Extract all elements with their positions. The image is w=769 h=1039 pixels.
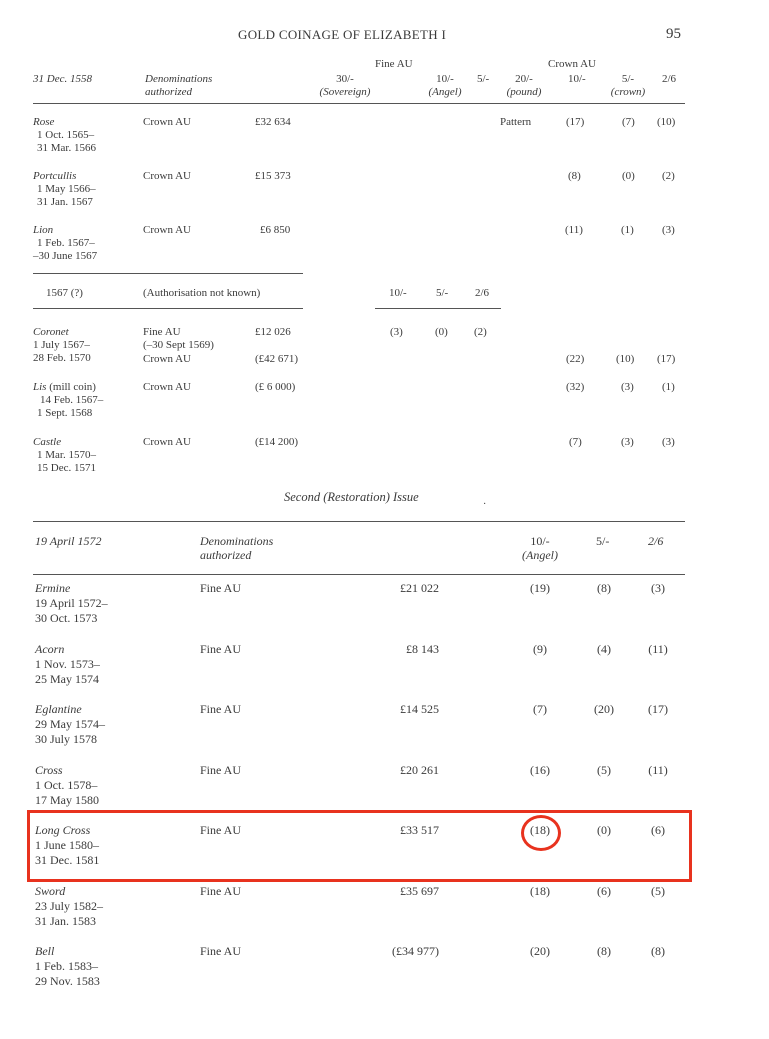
col-halfcrown: 2/6: [662, 73, 677, 85]
col-angel-value: 10/-: [436, 73, 454, 85]
mark-name: Eglantine: [35, 702, 82, 716]
period-label: 19 April 1572: [35, 534, 102, 548]
amount: £20 261: [400, 763, 439, 777]
section-rule: [33, 308, 303, 309]
angel-cell: (18): [530, 884, 550, 898]
section-heading: Second (Restoration) Issue: [284, 490, 419, 504]
mark-date-to: 31 Dec. 1581: [35, 853, 100, 867]
col-five-shillings: 5/-: [596, 534, 610, 548]
mark-date-to: 31 Mar. 1566: [37, 142, 96, 154]
mark-date-to: –30 June 1567: [33, 250, 98, 262]
col-crown-value: 5/-: [621, 73, 635, 85]
mark-date-to: 29 Nov. 1583: [35, 974, 100, 988]
col-pound-name: (pound): [506, 86, 542, 98]
amount: (£ 6 000): [255, 381, 296, 393]
mark-date-from: 14 Feb. 1567–: [40, 394, 104, 406]
crown5-cell: (10): [616, 353, 635, 365]
crown10-cell: (8): [568, 170, 581, 182]
col-halfcrown: 2/6: [648, 534, 664, 548]
mark-name: Long Cross: [35, 823, 91, 837]
halfcrown-cell: (11): [648, 763, 668, 777]
amount: £8 143: [406, 642, 439, 656]
authorization: Fine AU: [200, 944, 242, 958]
mark-name-italic: Lis: [33, 381, 47, 393]
crown10-cell: (17): [566, 116, 585, 128]
crown5-cell: (0): [622, 170, 635, 182]
mark-name: Bell: [35, 944, 55, 958]
angel-cell: (7): [533, 702, 547, 716]
authorization: Crown AU: [143, 353, 191, 365]
fine-halfcrown-cell: (2): [474, 326, 487, 338]
authorization: Fine AU: [200, 581, 242, 595]
denominations-label-line1: Denominations: [200, 534, 274, 548]
crown-cell: (4): [597, 642, 611, 656]
crown10-cell: (11): [565, 224, 583, 236]
fine-ten-cell: (3): [390, 326, 403, 338]
mark-name: Acorn: [35, 642, 65, 656]
col-sovereign-name: (Sovereign): [319, 86, 371, 98]
crown5-cell: (1): [621, 224, 634, 236]
amount: £12 026: [255, 326, 291, 338]
fine-five-cell: (0): [435, 326, 448, 338]
amount: (£42 671): [255, 353, 299, 365]
fine-col-five: 5/-: [436, 287, 449, 299]
mark-name: Ermine: [35, 581, 71, 595]
col-pound-value: 20/-: [515, 73, 533, 85]
mark-date-from: 1 Feb. 1567–: [37, 237, 95, 249]
denominations-label-line2: authorized: [200, 548, 252, 562]
mark-date-to: 31 Jan. 1583: [35, 914, 96, 928]
amount: (£34 977): [392, 944, 439, 958]
mark-name: [33, 380, 96, 394]
mark-date-to: 28 Feb. 1570: [33, 352, 91, 364]
mark-date-from: 1 May 1566–: [37, 183, 96, 195]
amount: £33 517: [400, 823, 439, 837]
crown-cell: (6): [597, 884, 611, 898]
mark-date-to: 17 May 1580: [35, 793, 99, 807]
authorization: Fine AU: [200, 823, 242, 837]
mark-date-from: 1 Mar. 1570–: [37, 449, 96, 461]
halfcrown-cell: (2): [662, 170, 675, 182]
header-rule: [33, 103, 685, 104]
amount: £35 697: [400, 884, 439, 898]
mark-name: 1567 (?): [46, 287, 83, 299]
angel-cell: (20): [530, 944, 550, 958]
crown5-cell: (7): [622, 116, 635, 128]
mark-date-from: 1 Oct. 1578–: [35, 778, 98, 792]
crown10-cell: (32): [566, 381, 585, 393]
mark-name: Castle: [33, 436, 62, 448]
col-angel-value: 10/-: [530, 534, 550, 548]
mark-name: Coronet: [33, 326, 69, 338]
mark-date-to: 15 Dec. 1571: [37, 462, 96, 474]
fine-col-halfcrown: 2/6: [475, 287, 490, 299]
section-rule: [33, 273, 303, 274]
halfcrown-cell: (8): [651, 944, 665, 958]
authorization-note: (–30 Sept 1569): [143, 339, 214, 351]
highlight-box: [27, 810, 692, 882]
mark-date-to: 31 Jan. 1567: [37, 196, 93, 208]
crown10-cell: (22): [566, 353, 585, 365]
denominations-label-line2: authorized: [145, 86, 193, 98]
mark-name: Portcullis: [33, 170, 77, 182]
authorization: Fine AU: [200, 702, 242, 716]
halfcrown-cell: (10): [657, 116, 676, 128]
halfcrown-cell: (3): [651, 581, 665, 595]
authorization: Crown AU: [143, 116, 191, 128]
mark-date-to: 30 July 1578: [35, 732, 98, 746]
col-crown-ten: 10/-: [568, 73, 586, 85]
mark-date-to: 30 Oct. 1573: [35, 611, 98, 625]
mark-name: Cross: [35, 763, 63, 777]
halfcrown-cell: (1): [662, 381, 675, 393]
mark-name: Lion: [33, 224, 54, 236]
halfcrown-cell: (6): [651, 823, 665, 837]
mark-date-from: 1 Oct. 1565–: [37, 129, 95, 141]
halfcrown-cell: (11): [648, 642, 668, 656]
crown5-cell: (3): [621, 381, 634, 393]
mark-date-from: 19 April 1572–: [35, 596, 108, 610]
authorization: Crown AU: [143, 170, 191, 182]
halfcrown-cell: (3): [662, 436, 675, 448]
mark-date-from: 1 Feb. 1583–: [35, 959, 98, 973]
col-crown-name: (crown): [610, 86, 646, 98]
highlight-circle: [521, 815, 561, 851]
angel-cell: (19): [530, 581, 550, 595]
authorization: Fine AU: [143, 326, 181, 338]
period-label: 31 Dec. 1558: [33, 73, 92, 85]
halfcrown-cell: (17): [648, 702, 668, 716]
stray-dot: ·: [483, 499, 487, 510]
halfcrown-cell: (3): [662, 224, 675, 236]
mark-date-from: 1 Nov. 1573–: [35, 657, 100, 671]
angel-cell: (18): [530, 823, 550, 837]
crown-cell: (5): [597, 763, 611, 777]
crown-cell: (8): [597, 581, 611, 595]
authorization: Crown AU: [143, 224, 191, 236]
crown-cell: (20): [594, 702, 614, 716]
amount: £14 525: [400, 702, 439, 716]
amount: £32 634: [255, 116, 291, 128]
section-rule: [33, 521, 685, 522]
crown-cell: (8): [597, 944, 611, 958]
crown-cell: (0): [597, 823, 611, 837]
col-angel-name: (Angel): [522, 548, 558, 562]
mark-date-from: 29 May 1574–: [35, 717, 105, 731]
authorization: (Authorisation not known): [143, 287, 261, 299]
fine-col-ten: 10/-: [389, 287, 407, 299]
amount: £15 373: [255, 170, 291, 182]
mark-date-from: 1 July 1567–: [33, 339, 90, 351]
denominations-label-line1: Denominations: [145, 73, 213, 85]
mark-date-from: 23 July 1582–: [35, 899, 104, 913]
mark-name: Sword: [35, 884, 66, 898]
pound-cell: Pattern: [500, 116, 532, 128]
mark-date-to: 25 May 1574: [35, 672, 99, 686]
amount: (£14 200): [255, 436, 299, 448]
authorization: Fine AU: [200, 642, 242, 656]
page-number: 95: [666, 26, 681, 42]
amount: £21 022: [400, 581, 439, 595]
angel-cell: (9): [533, 642, 547, 656]
crown-au-group-label: Crown AU: [548, 58, 596, 70]
amount: £6 850: [260, 224, 291, 236]
crown5-cell: (3): [621, 436, 634, 448]
fine-col-rule: [375, 308, 501, 309]
mark-name-suffix: (mill coin): [46, 381, 96, 393]
mark-date-from: 1 June 1580–: [35, 838, 99, 852]
authorization: Fine AU: [200, 884, 242, 898]
mark-date-to: 1 Sept. 1568: [37, 407, 93, 419]
halfcrown-cell: (5): [651, 884, 665, 898]
angel-cell: (16): [530, 763, 550, 777]
col-five-shillings: 5/-: [477, 73, 490, 85]
authorization: Fine AU: [200, 763, 242, 777]
col-angel-name: (Angel): [428, 86, 462, 98]
col-sovereign-value: 30/-: [336, 73, 354, 85]
fine-au-group-label: Fine AU: [375, 58, 413, 70]
authorization: Crown AU: [143, 381, 191, 393]
running-title: GOLD COINAGE OF ELIZABETH I: [238, 27, 447, 42]
crown10-cell: (7): [569, 436, 582, 448]
halfcrown-cell: (17): [657, 353, 676, 365]
authorization: Crown AU: [143, 436, 191, 448]
header-rule: [33, 574, 685, 575]
mark-name: Rose: [33, 116, 55, 128]
